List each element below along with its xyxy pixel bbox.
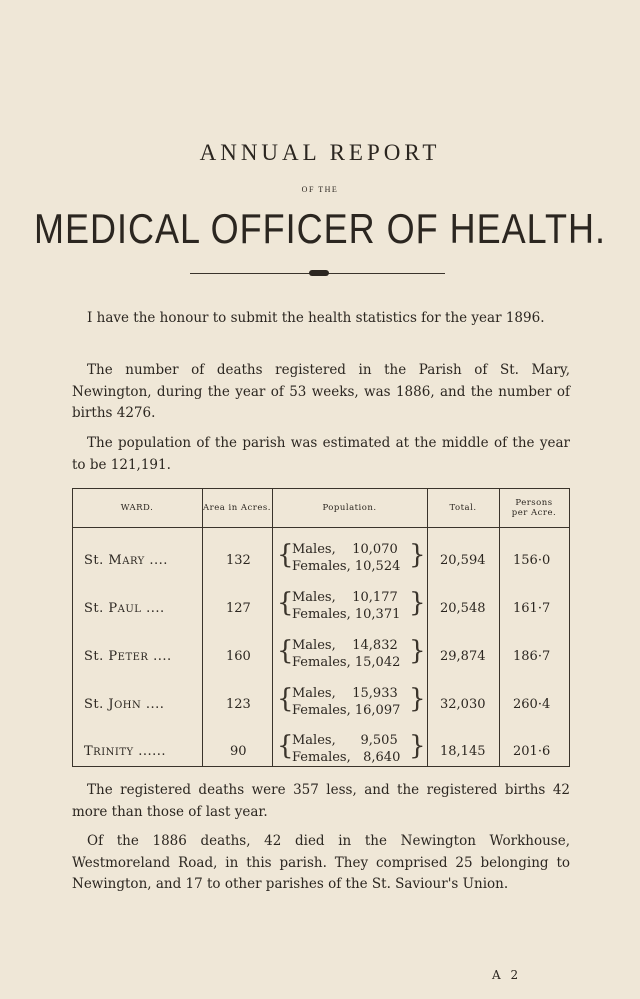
brace-right: } [409,684,426,714]
table-divider [499,489,500,766]
divider-ornament [309,270,329,276]
table-row-total: 29,874 [440,649,486,664]
paragraph-workhouse: Of the 1886 deaths, 42 died in the Newington Workhouse, Westmoreland Road, in this parish. They comprised 25 belonging to Newington, and 17 to other parishes of the St. Saviour's Union. [72,833,570,892]
table-row-females: Females, 8,640 [292,750,401,765]
table-row-ward: St. JOHN .... [84,697,165,712]
table-row-females: Females, 15,042 [292,655,401,670]
table-border-left [72,489,73,766]
table-row-males: Males, 14,832 [292,638,398,653]
table-divider [427,489,428,766]
table-row-females: Females, 10,371 [292,607,401,622]
table-row-area: 123 [226,697,251,712]
signature-mark: A 2 [492,968,522,982]
table-row-total: 18,145 [440,744,486,759]
table-divider [272,489,273,766]
report-subtitle: OF THE [301,185,339,194]
table-row-per-acre: 201·6 [513,744,551,759]
table-row-females: Females, 10,524 [292,559,401,574]
table-row-area: 127 [226,601,251,616]
paragraph-deaths: The number of deaths registered in the Parish of St. Mary, Newington, during the year of 53 weeks, was 1886, and the number of births 4276. [72,362,570,421]
table-row-area: 90 [230,744,247,759]
table-row-females: Females, 16,097 [292,703,401,718]
ward-statistics-table [72,488,570,767]
table-row-total: 20,548 [440,601,486,616]
report-heading: MEDICAL OFFICER OF HEALTH. [33,204,607,252]
column-header-area: Area in Acres. [203,503,271,513]
brace-left: { [277,588,294,618]
table-row-per-acre: 161·7 [513,601,551,616]
table-row-area: 160 [226,649,251,664]
paragraph-intro: I have the honour to submit the health statistics for the year 1896. [87,310,545,326]
report-title: ANNUAL REPORT [199,140,441,165]
table-row-ward: St. PAUL .... [84,601,165,616]
paragraph-population: The population of the parish was estimated at the middle of the year to be 121,191. [72,435,570,473]
table-row-per-acre: 260·4 [513,697,551,712]
brace-right: } [409,540,426,570]
brace-left: { [277,684,294,714]
table-row-per-acre: 156·0 [513,553,551,568]
brace-left: { [277,731,294,761]
brace-right: } [409,731,426,761]
table-row-males: Males, 15,933 [292,686,398,701]
paragraph-comparison: The registered deaths were 357 less, and the registered births 42 more than those of last year. [72,782,570,820]
table-header-rule [72,527,570,528]
table-divider [202,489,203,766]
table-row-ward: St. PETER .... [84,649,172,664]
table-row-ward: TRINITY ...... [84,744,167,759]
brace-left: { [277,636,294,666]
table-row-males: Males, 9,505 [292,733,398,748]
table-row-males: Males, 10,177 [292,590,398,605]
table-row-males: Males, 10,070 [292,542,398,557]
column-header-persons-per-acre: Persons per Acre. [511,498,557,518]
table-border-right [569,489,570,766]
brace-right: } [409,588,426,618]
table-row-ward: St. MARY .... [84,553,168,568]
table-row-total: 20,594 [440,553,486,568]
table-row-area: 132 [226,553,251,568]
column-header-total: Total. [449,503,477,513]
brace-left: { [277,540,294,570]
brace-right: } [409,636,426,666]
table-row-per-acre: 186·7 [513,649,551,664]
column-header-population: Population. [322,503,377,513]
column-header-ward: WARD. [120,503,154,513]
table-row-total: 32,030 [440,697,486,712]
